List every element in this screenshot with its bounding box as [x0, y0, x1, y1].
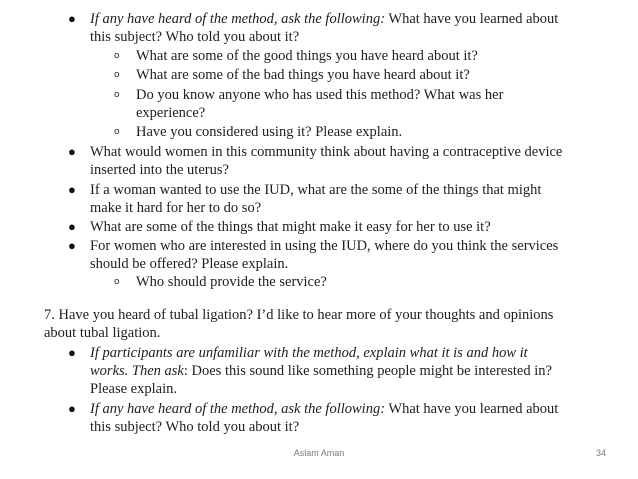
question-heard-intro-cont: this subject? Who told you about it?	[90, 419, 300, 435]
question-text: : Does this sound like something people might be interested in?	[183, 363, 552, 379]
question-intro-line2: this subject? Who told you about it?	[90, 29, 300, 45]
sub-question-2: What are some of the bad things you have heard about it?	[136, 67, 470, 83]
question-community-cont: inserted into the uterus?	[90, 162, 229, 178]
bullet-marker: ●	[68, 219, 76, 234]
footer-author: Aslam Aman	[293, 448, 345, 458]
question-intro-line	[90, 10, 558, 28]
question-iud-hard: If a woman wanted to use the IUD, what are the some of the things that might	[90, 182, 542, 198]
bullet-marker: ●	[68, 401, 76, 416]
bullet-marker: ●	[68, 345, 76, 360]
question-iud-easy: What are some of the things that might make it easy for her to use it?	[90, 219, 491, 235]
bullet-marker: ●	[68, 144, 76, 159]
bullet-marker: ●	[68, 11, 76, 26]
sub-question-3: Do you know anyone who has used this method? What was her	[136, 87, 504, 103]
question-heard-intro	[90, 400, 558, 418]
sub-marker: o	[114, 127, 120, 137]
sub-marker: o	[114, 51, 120, 61]
sub-question-provider: Who should provide the service?	[136, 274, 327, 290]
instruction-unfamiliar-cont	[90, 362, 552, 380]
bullet-marker: ●	[68, 182, 76, 197]
sub-marker: o	[114, 70, 120, 80]
sub-question-4: Have you considered using it? Please explain.	[136, 124, 403, 140]
italic-instruction: If any have heard of the method, ask the following:	[90, 401, 386, 417]
question-7-cont: about tubal ligation.	[44, 325, 161, 341]
instruction-unfamiliar-cont2: Please explain.	[90, 381, 177, 397]
instruction-unfamiliar	[90, 344, 528, 362]
question-community: What would women in this community think about having a contraceptive device	[90, 144, 563, 160]
italic-instruction: works. Then ask	[90, 363, 184, 379]
bullet-marker: ●	[68, 238, 76, 253]
question-7: 7. Have you heard of tubal ligation? I’d like to hear more of your thoughts and opinions	[44, 307, 554, 323]
page-number: 34	[595, 448, 606, 458]
question-services: For women who are interested in using the IUD, where do you think the services	[90, 238, 559, 254]
sub-question-3-cont: experience?	[136, 105, 206, 121]
italic-instruction: If participants are unfamiliar with the method, explain what it is and how it	[90, 345, 528, 361]
question-text: What have you learned about	[385, 11, 559, 27]
question-text: What have you learned about	[385, 401, 559, 417]
question-services-cont: should be offered? Please explain.	[90, 256, 289, 272]
sub-marker: o	[114, 90, 120, 100]
sub-marker: o	[114, 277, 120, 287]
sub-question-1: What are some of the good things you have heard about it?	[136, 48, 478, 64]
italic-instruction: If any have heard of the method, ask the following:	[90, 11, 386, 27]
question-iud-hard-cont: make it hard for her to do so?	[90, 200, 262, 216]
